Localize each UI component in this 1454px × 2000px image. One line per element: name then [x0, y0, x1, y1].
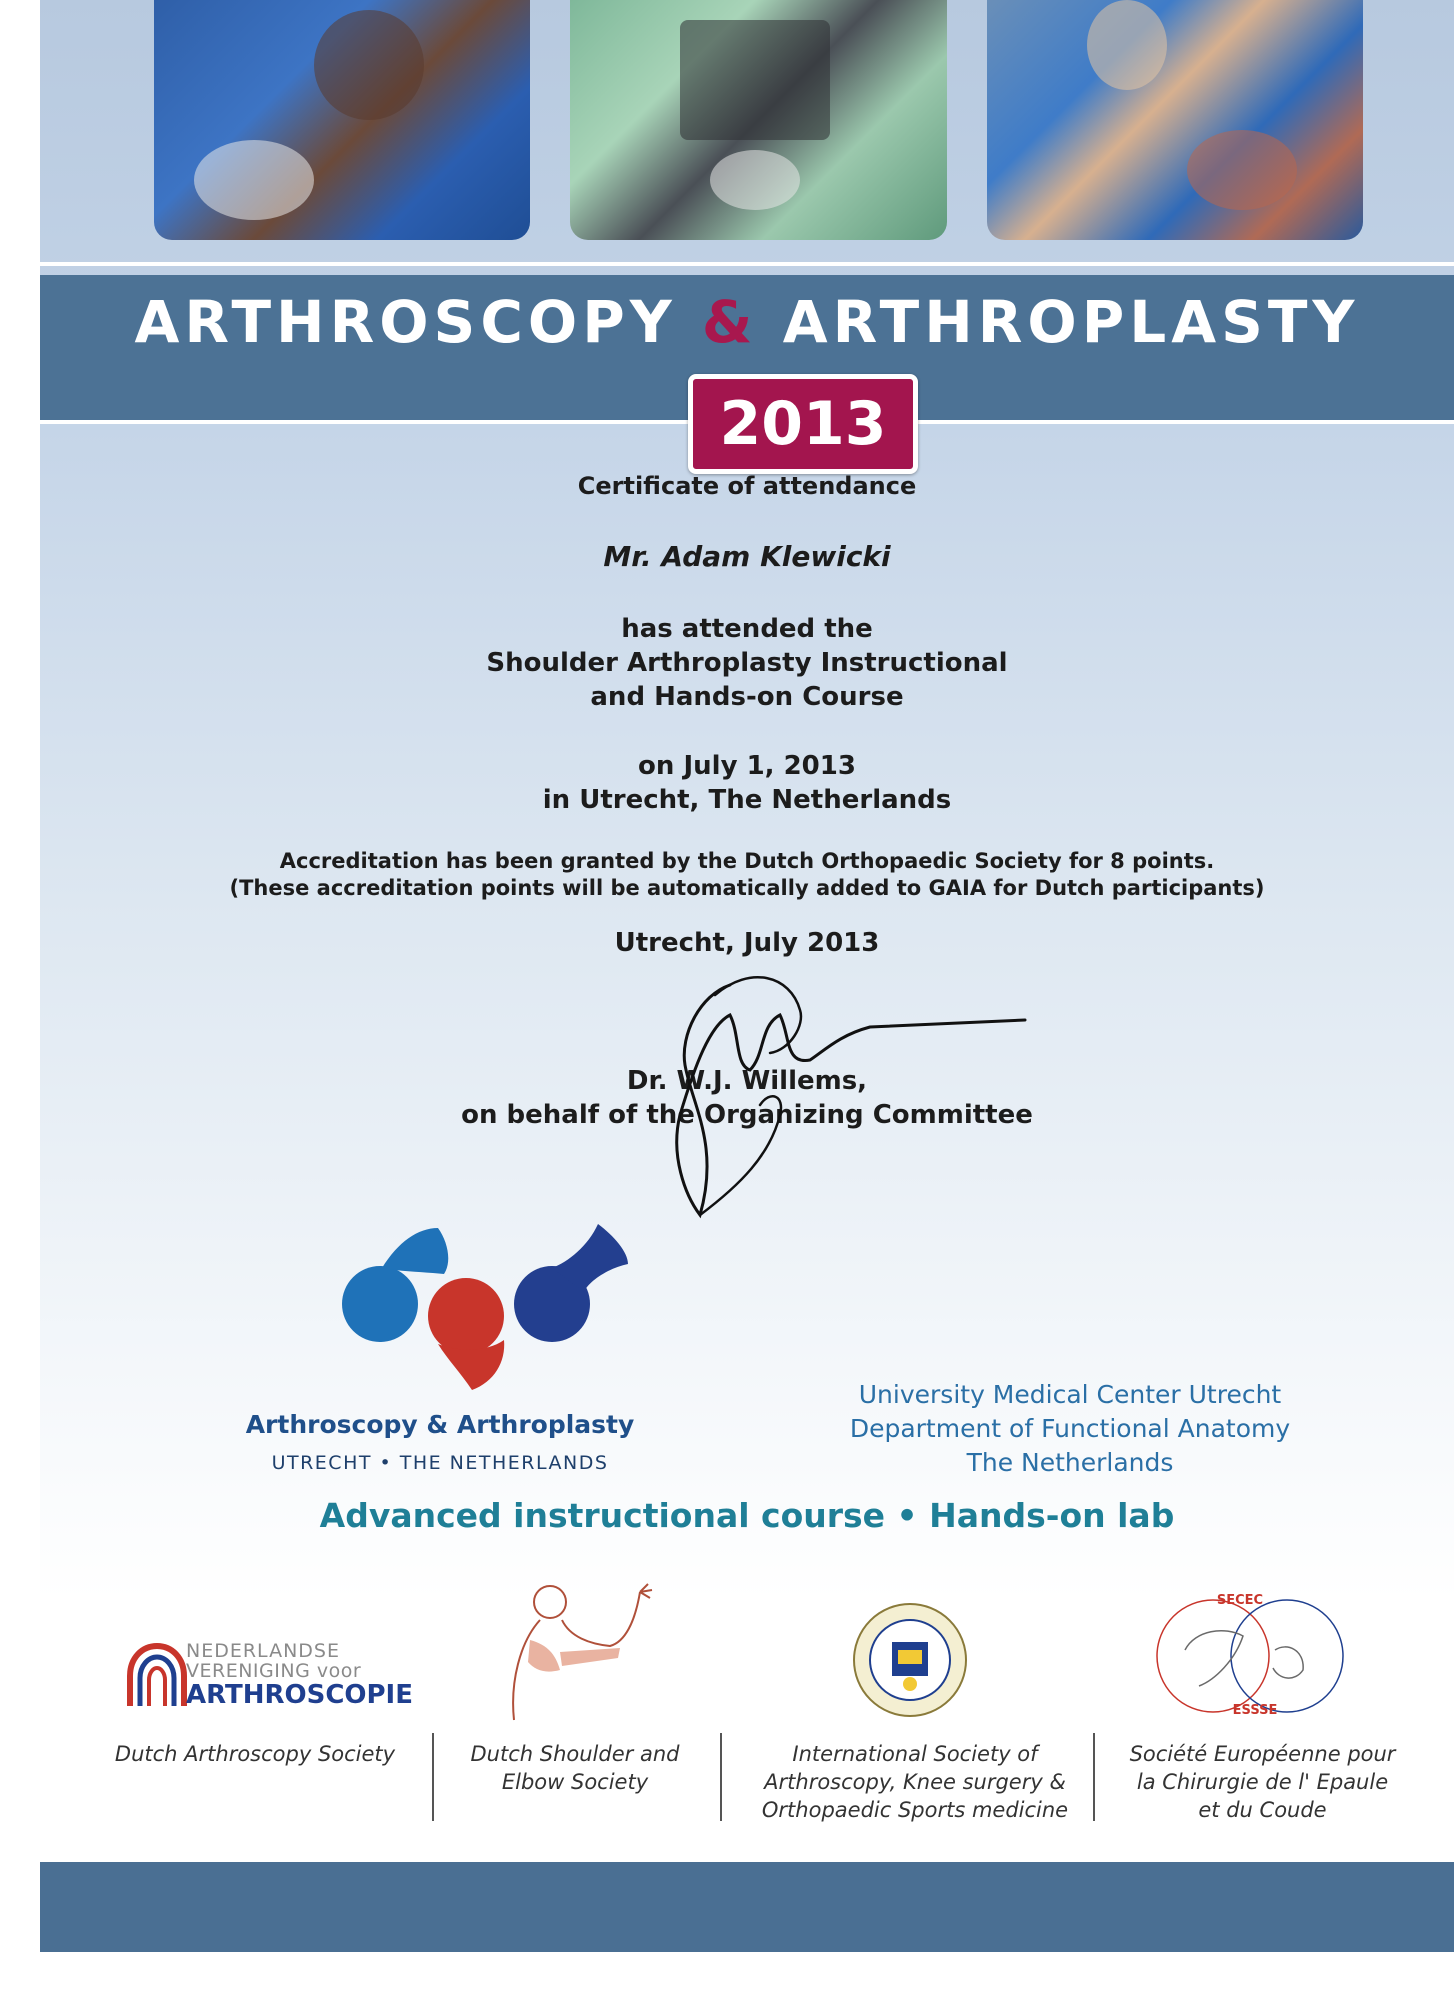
main-title [40, 288, 1454, 356]
accreditation-line-1: Accreditation has been granted by the Dutch Orthopaedic Society for 8 points. [279, 849, 1215, 873]
surgery-photo-left [154, 0, 530, 240]
course-name-line-1: Shoulder Arthroplasty Instructional [486, 648, 1008, 678]
nva-arch-icon [126, 1642, 188, 1708]
nva-logo-line-2: VERENIGING voor [186, 1660, 362, 1682]
course-location: in Utrecht, The Netherlands [542, 785, 952, 815]
course-tagline: Advanced instructional course • Hands-on lab [319, 1496, 1175, 1535]
secec-logo-bottom: ESSSE [1232, 1703, 1278, 1718]
umc-line-2: Department of Functional Anatomy [849, 1414, 1291, 1443]
surgery-photo-middle [570, 0, 947, 240]
organizer-name: Arthroscopy & Arthroplasty [245, 1410, 635, 1439]
isakos-name-line-1: International Society of [792, 1742, 1038, 1766]
course-date: on July 1, 2013 [638, 751, 856, 781]
society-divider [1093, 1733, 1095, 1821]
signatory-role: on behalf of the Organizing Committee [461, 1100, 1033, 1130]
nva-logo [126, 1640, 413, 1710]
dse-name [450, 1740, 700, 1796]
certificate-heading: Certificate of attendance [577, 472, 917, 500]
umc-line-3: The Netherlands [966, 1448, 1174, 1477]
title-part-2: ARTHROPLASTY [782, 288, 1360, 356]
isakos-name-line-2: Arthroscopy, Knee surgery & [764, 1770, 1066, 1794]
dse-name-line-1: Dutch Shoulder and [470, 1742, 680, 1766]
secec-name-line-1: Société Européenne pour [1129, 1742, 1396, 1766]
recipient-name: Mr. Adam Klewicki [603, 540, 891, 573]
signatory-name: Dr. W.J. Willems, [626, 1066, 868, 1096]
nva-logo-line-1: NEDERLANDSE [186, 1640, 340, 1662]
isakos-seal-icon [850, 1600, 970, 1720]
year-badge: 2013 [688, 374, 918, 474]
nva-logo-line-3: ARTHROSCOPIE [186, 1680, 413, 1710]
society-divider [432, 1733, 434, 1821]
signature [640, 955, 1040, 1225]
issue-place-date: Utrecht, July 2013 [614, 928, 880, 958]
secec-name [1110, 1740, 1415, 1824]
course-name-line-2: and Hands-on Course [590, 682, 904, 712]
secec-name-line-3: et du Coude [1198, 1798, 1327, 1822]
secec-logo-top: SECEC [1216, 1593, 1264, 1608]
footer-band [40, 1862, 1454, 1952]
secec-name-line-2: la Chirurgie de l' Epaule [1136, 1770, 1389, 1794]
umc-line-1: University Medical Center Utrecht [858, 1380, 1282, 1409]
title-part-1: ARTHROSCOPY [134, 288, 677, 356]
surgery-photo-right [987, 0, 1363, 240]
title-ampersand: & [701, 288, 758, 356]
secec-logo [1155, 1590, 1345, 1720]
shoulder-elbow-logo [500, 1582, 670, 1722]
isakos-name [740, 1740, 1090, 1824]
arthroscopy-arthroplasty-logo [338, 1222, 638, 1392]
organizer-location: UTRECHT • THE NETHERLANDS [271, 1452, 609, 1474]
society-divider [720, 1733, 722, 1821]
isakos-name-line-3: Orthopaedic Sports medicine [761, 1798, 1069, 1822]
nva-name: Dutch Arthroscopy Society [114, 1742, 396, 1766]
attended-line-1: has attended the [621, 614, 873, 644]
accreditation-line-2: (These accreditation points will be automatically added to GAIA for Dutch participants) [229, 876, 1265, 900]
dse-name-line-2: Elbow Society [501, 1770, 649, 1794]
divider-line [40, 262, 1454, 266]
